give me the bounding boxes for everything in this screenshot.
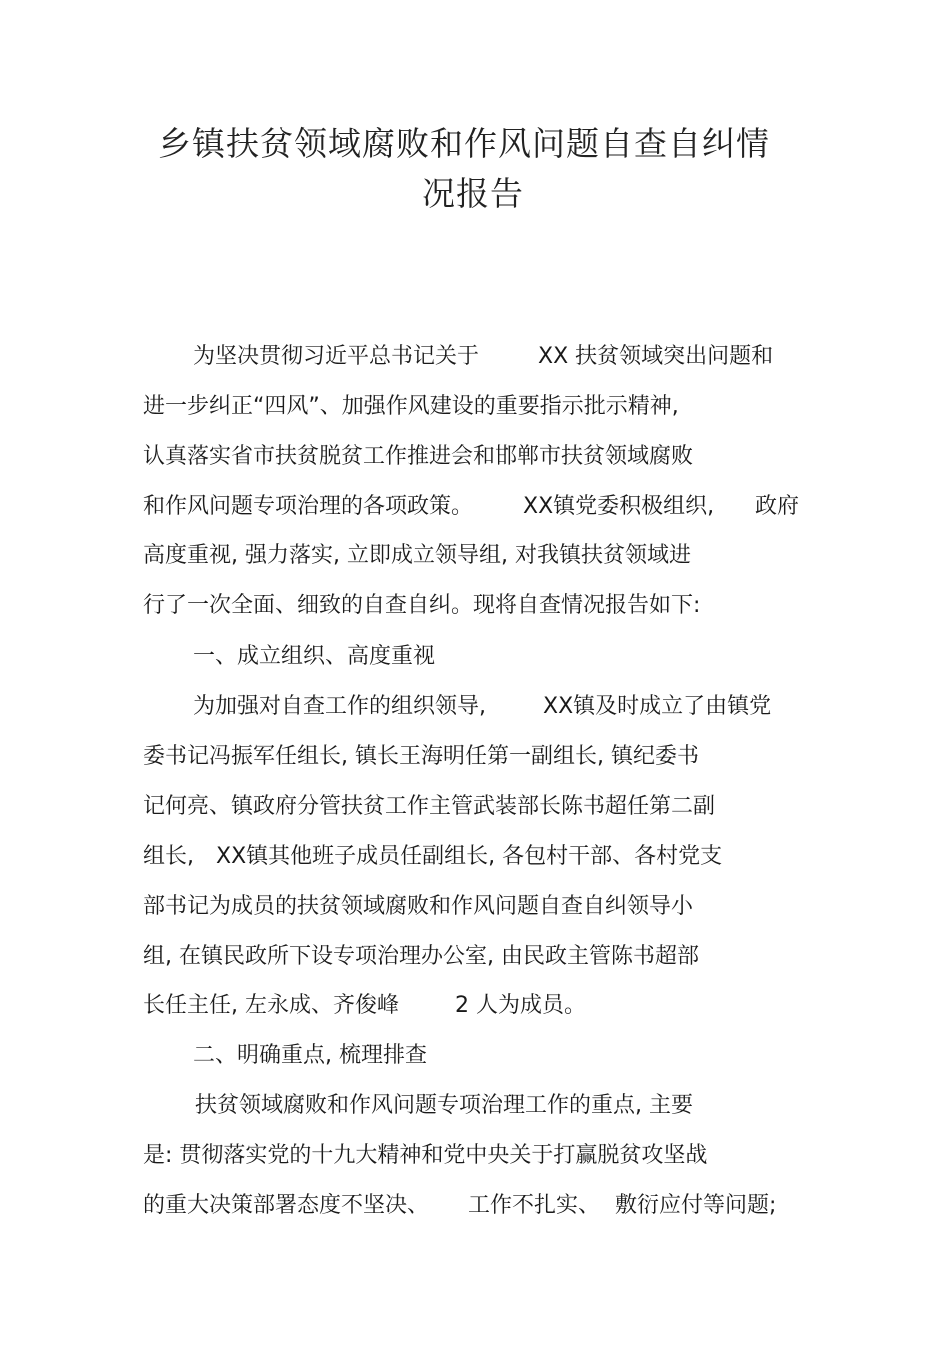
text-segment: 和作风问题专项治理的各项政策。	[143, 494, 474, 519]
text-segment: 为坚决贯彻习近平总书记关于	[193, 344, 480, 369]
text-segment: XX镇其他班子成员任副组长, 各包村干部、各村党支	[216, 844, 723, 869]
text-segment: 的重大决策部署态度不坚决、	[143, 1193, 430, 1218]
document-title-line-2: 况报告	[422, 174, 524, 213]
text-segment: 委书记冯振军任组长, 镇长王海明任第一副组长, 镇纪委书	[143, 744, 699, 769]
text-segment: 2 人为成员。	[455, 993, 586, 1018]
text-segment: 扶贫领域腐败和作风问题专项治理工作的重点, 主要	[195, 1093, 693, 1118]
text-segment: 敷衍应付等问题;	[615, 1193, 777, 1218]
text-segment: 部书记为成员的扶贫领域腐败和作风问题自查自纠领导小	[143, 894, 694, 919]
text-segment: XX镇及时成立了由镇党	[543, 694, 772, 719]
text-segment: 认真落实省市扶贫脱贫工作推进会和邯郸市扶贫领域腐败	[143, 444, 694, 469]
text-segment: 工作不扎实、	[468, 1193, 601, 1218]
text-segment: 是: 贯彻落实党的十九大精神和党中央关于打赢脱贫攻坚战	[143, 1143, 708, 1168]
text-segment: 行了一次全面、细致的自查自纠。现将自查情况报告如下:	[143, 593, 701, 618]
text-segment: 长任主任, 左永成、齐俊峰	[143, 993, 399, 1018]
text-segment: 组长,	[143, 844, 194, 869]
text-segment: XX 扶贫领域突出问题和	[538, 344, 774, 369]
text-segment: 二、明确重点, 梳理排查	[193, 1043, 427, 1068]
text-segment: 组, 在镇民政所下设专项治理办公室, 由民政主管陈书超部	[143, 944, 699, 969]
text-segment: 政府	[755, 494, 800, 519]
text-segment: XX镇党委积极组织,	[523, 494, 715, 519]
text-segment: 高度重视, 强力落实, 立即成立领导组, 对我镇扶贫领域进	[143, 543, 691, 568]
text-segment: 一、成立组织、高度重视	[193, 644, 436, 669]
document-title-line-1: 乡镇扶贫领域腐败和作风问题自查自纠情	[158, 124, 770, 163]
text-segment: 进一步纠正“四风”、加强作风建设的重要指示批示精神,	[143, 394, 679, 419]
text-segment: 记何亮、镇政府分管扶贫工作主管武装部长陈书超任第二副	[143, 794, 716, 819]
text-segment: 为加强对自查工作的组织领导,	[193, 694, 486, 719]
